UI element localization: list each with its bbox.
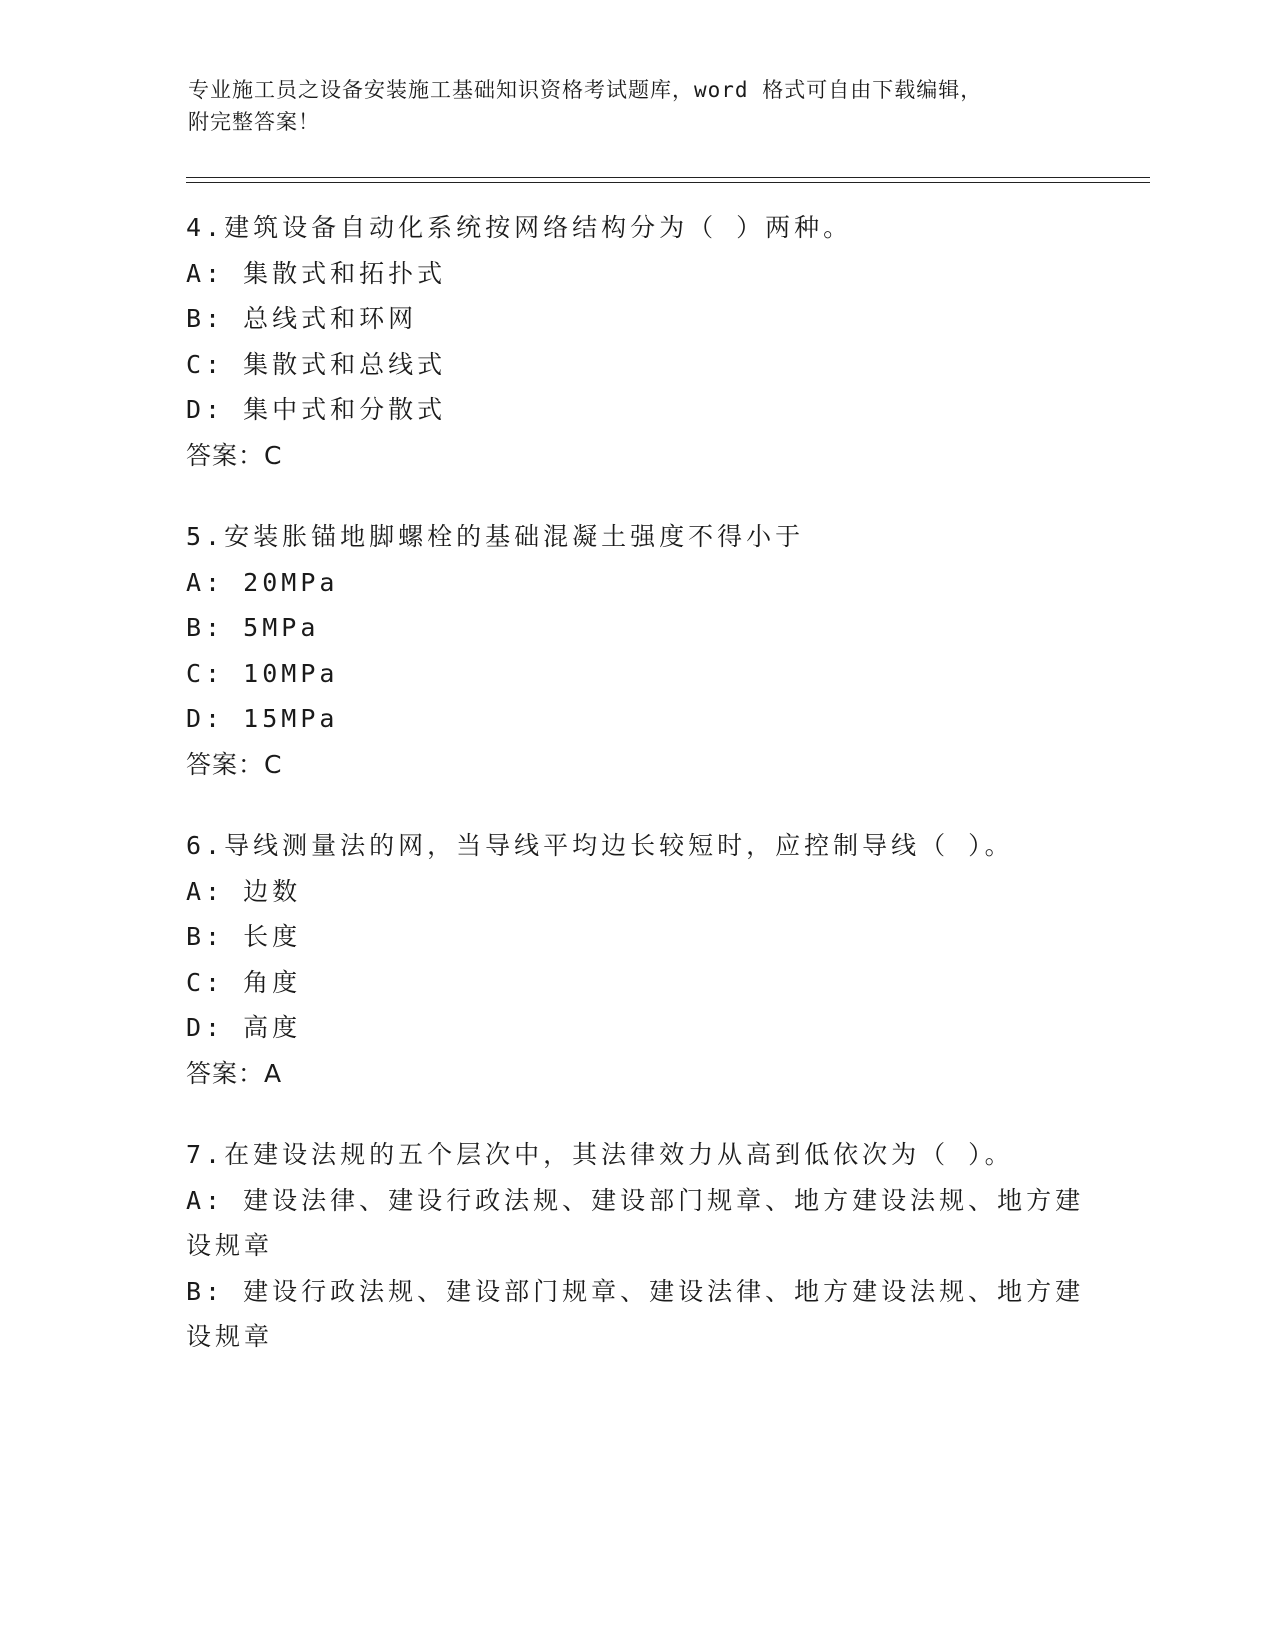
option-d — [186, 696, 1086, 742]
question-list — [186, 205, 1086, 1396]
option-label: B: — [186, 922, 225, 951]
document-header — [188, 74, 1088, 138]
option-text: 高度 — [243, 1013, 302, 1042]
option-text: 总线式和环网 — [243, 304, 418, 333]
option-c — [186, 651, 1086, 697]
header-divider-bottom — [186, 182, 1150, 183]
option-label: A: — [186, 1185, 225, 1215]
option-label: B: — [186, 1276, 225, 1306]
option-text: 集散式和总线式 — [243, 349, 447, 379]
option-label: B: — [186, 304, 225, 333]
option-label: D: — [186, 704, 225, 733]
option-text: 集散式和拓扑式 — [243, 258, 447, 288]
answer: 答案：C — [186, 749, 283, 779]
option-text: 20MPa — [243, 567, 339, 597]
option-text: 5MPa — [243, 613, 320, 642]
question-stem: 5.安装胀锚地脚螺栓的基础混凝土强度不得小于 — [186, 522, 805, 551]
option-a — [186, 560, 1086, 606]
option-text: 建设法律、建设行政法规、建设部门规章、地方建设法规、地方建设规章 — [186, 1185, 1085, 1260]
option-text: 15MPa — [243, 704, 339, 733]
option-label: C: — [186, 967, 225, 997]
option-d — [186, 387, 1086, 433]
question-stem: 4.建筑设备自动化系统按网络结构分为（ ）两种。 — [186, 213, 853, 242]
option-label: B: — [186, 613, 225, 642]
option-a — [186, 251, 1086, 297]
option-label: D: — [186, 1013, 225, 1042]
header-line-2: 附完整答案！ — [188, 110, 320, 134]
option-text: 角度 — [243, 967, 302, 997]
answer: 答案：A — [186, 1058, 283, 1088]
question-stem: 6.导线测量法的网，当导线平均边长较短时，应控制导线（ ）。 — [186, 831, 1014, 860]
option-label: D: — [186, 395, 225, 424]
option-text: 建设行政法规、建设部门规章、建设法律、地方建设法规、地方建设规章 — [186, 1276, 1085, 1351]
option-a — [186, 869, 1086, 915]
answer: 答案：C — [186, 440, 283, 470]
option-text: 边数 — [243, 876, 302, 906]
option-label: A: — [186, 567, 225, 597]
question-5 — [186, 514, 1086, 787]
question-4 — [186, 205, 1086, 478]
option-b — [186, 1269, 1086, 1360]
option-d — [186, 1005, 1086, 1051]
question-7 — [186, 1132, 1086, 1360]
option-b — [186, 296, 1086, 342]
option-text: 长度 — [243, 922, 302, 951]
question-stem: 7.在建设法规的五个层次中，其法律效力从高到低依次为（ ）。 — [186, 1140, 1014, 1169]
option-a — [186, 1178, 1086, 1269]
option-label: A: — [186, 258, 225, 288]
header-divider-top — [186, 177, 1150, 178]
option-c — [186, 960, 1086, 1006]
option-b — [186, 914, 1086, 960]
question-6 — [186, 823, 1086, 1096]
option-text: 集中式和分散式 — [243, 395, 447, 424]
option-label: C: — [186, 349, 225, 379]
option-text: 10MPa — [243, 658, 339, 688]
header-line-1: 专业施工员之设备安装施工基础知识资格考试题库，word 格式可自由下载编辑， — [188, 78, 983, 102]
option-label: C: — [186, 658, 225, 688]
option-b — [186, 605, 1086, 651]
option-label: A: — [186, 876, 225, 906]
option-c — [186, 342, 1086, 388]
